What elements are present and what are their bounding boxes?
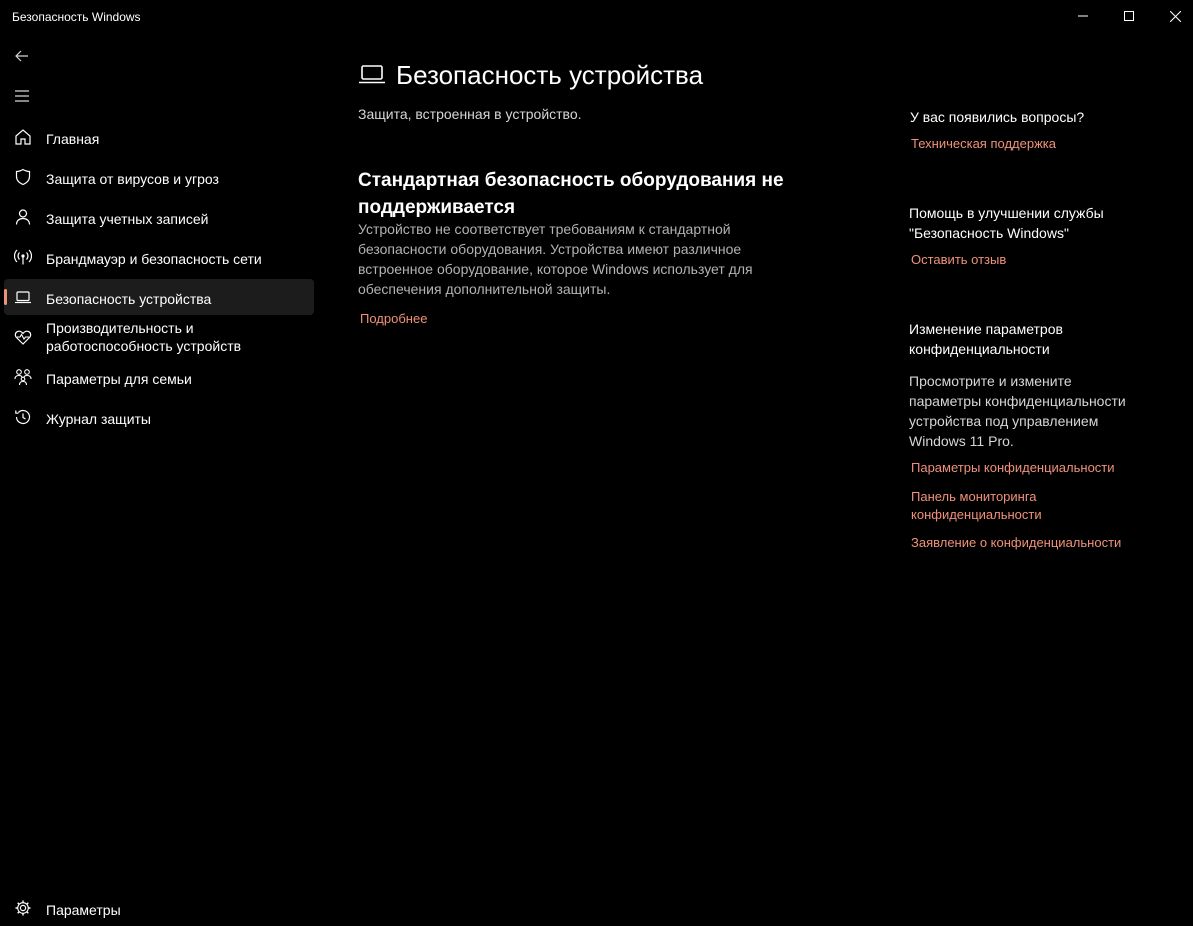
nav-item-label: Главная <box>46 131 100 147</box>
family-icon <box>14 368 32 386</box>
privacy-description-line: параметры конфиденциальности <box>909 393 1126 409</box>
nav-item-virus-protection[interactable] <box>4 159 314 195</box>
privacy-description-line: Просмотрите и измените <box>909 373 1072 389</box>
maximize-icon <box>1124 11 1134 21</box>
privacy-description-line: Windows 11 Pro. <box>909 433 1014 449</box>
privacy-heading-line2: конфиденциальности <box>909 341 1050 357</box>
privacy-statement-link[interactable]: Заявление о конфиденциальности <box>911 535 1122 550</box>
nav-item-label: Параметры для семьи <box>46 371 192 387</box>
nav-item-device-performance[interactable] <box>4 315 314 359</box>
section-heading <box>358 167 828 221</box>
privacy-description-line: устройства под управлением <box>909 413 1099 429</box>
nav-item-label: Журнал защиты <box>46 411 151 427</box>
settings-label: Параметры <box>46 902 121 918</box>
privacy-dashboard-link-line2: конфиденциальности <box>911 507 1042 522</box>
section-description <box>358 219 798 299</box>
maximize-button[interactable] <box>1106 0 1152 32</box>
section-description-line: безопасности оборудования. Устройства имеют различное <box>358 241 742 257</box>
shield-icon <box>14 168 32 186</box>
app-title: Безопасность Windows <box>12 10 141 24</box>
privacy-dashboard-link[interactable] <box>911 488 1042 524</box>
privacy-settings-link[interactable]: Параметры конфиденциальности <box>911 460 1115 475</box>
title-bar <box>0 0 1193 32</box>
feedback-heading <box>909 203 1104 243</box>
wifi-antenna-icon <box>14 248 32 266</box>
page-subtitle: Защита, встроенная в устройство. <box>358 106 582 122</box>
nav-item-account-protection[interactable] <box>4 199 314 235</box>
nav-item-label: Брандмауэр и безопасность сети <box>46 251 262 267</box>
nav-item-label: Защита учетных записей <box>46 211 209 227</box>
laptop-icon <box>14 288 32 306</box>
feedback-link[interactable]: Оставить отзыв <box>911 252 1007 267</box>
nav-item-label-line2: работоспособность устройств <box>46 338 242 354</box>
section-description-line: Устройство не соответствует требованиям к стандартной <box>358 221 731 237</box>
nav-item-label <box>46 319 241 355</box>
feedback-heading-line1: Помощь в улучшении службы <box>909 205 1104 221</box>
nav-item-label-line1: Производительность и <box>46 320 194 336</box>
nav-item-family-options[interactable] <box>4 359 314 395</box>
section-heading-line2: поддерживается <box>358 197 516 218</box>
privacy-heading-line1: Изменение параметров <box>909 321 1063 337</box>
back-arrow-icon <box>14 48 30 64</box>
minimize-icon <box>1078 11 1088 21</box>
privacy-description <box>909 371 1126 451</box>
minimize-button[interactable] <box>1060 0 1106 32</box>
nav-item-device-security[interactable] <box>4 279 314 315</box>
nav-item-home[interactable] <box>4 119 314 155</box>
selection-indicator <box>4 289 7 305</box>
section-description-line: обеспечения дополнительной защиты. <box>358 281 611 297</box>
gear-icon <box>14 899 32 917</box>
history-icon <box>14 408 32 426</box>
hamburger-menu-icon <box>14 89 30 103</box>
section-heading-line1: Стандартная безопасность оборудования не <box>358 170 784 191</box>
heart-pulse-icon <box>14 328 32 346</box>
learn-more-link[interactable]: Подробнее <box>360 311 428 326</box>
person-icon <box>14 208 32 226</box>
tech-support-link[interactable]: Техническая поддержка <box>911 136 1056 151</box>
close-icon <box>1170 11 1181 22</box>
privacy-dashboard-link-line1: Панель мониторинга <box>911 489 1037 504</box>
close-button[interactable] <box>1152 0 1193 32</box>
questions-heading: У вас появились вопросы? <box>910 109 1085 125</box>
page-title: Безопасность устройства <box>396 60 704 90</box>
nav-item-firewall[interactable] <box>4 239 314 275</box>
menu-button[interactable] <box>6 80 38 112</box>
privacy-heading <box>909 319 1063 359</box>
nav-item-label: Защита от вирусов и угроз <box>46 171 219 187</box>
nav-item-label: Безопасность устройства <box>46 291 212 307</box>
home-icon <box>14 128 32 146</box>
nav-item-protection-history[interactable] <box>4 399 314 435</box>
laptop-icon <box>358 64 386 86</box>
back-button[interactable] <box>6 40 38 72</box>
feedback-heading-line2: "Безопасность Windows" <box>909 225 1069 241</box>
settings-button[interactable] <box>4 890 314 926</box>
section-description-line: встроенное оборудование, которое Windows использует для <box>358 261 753 277</box>
